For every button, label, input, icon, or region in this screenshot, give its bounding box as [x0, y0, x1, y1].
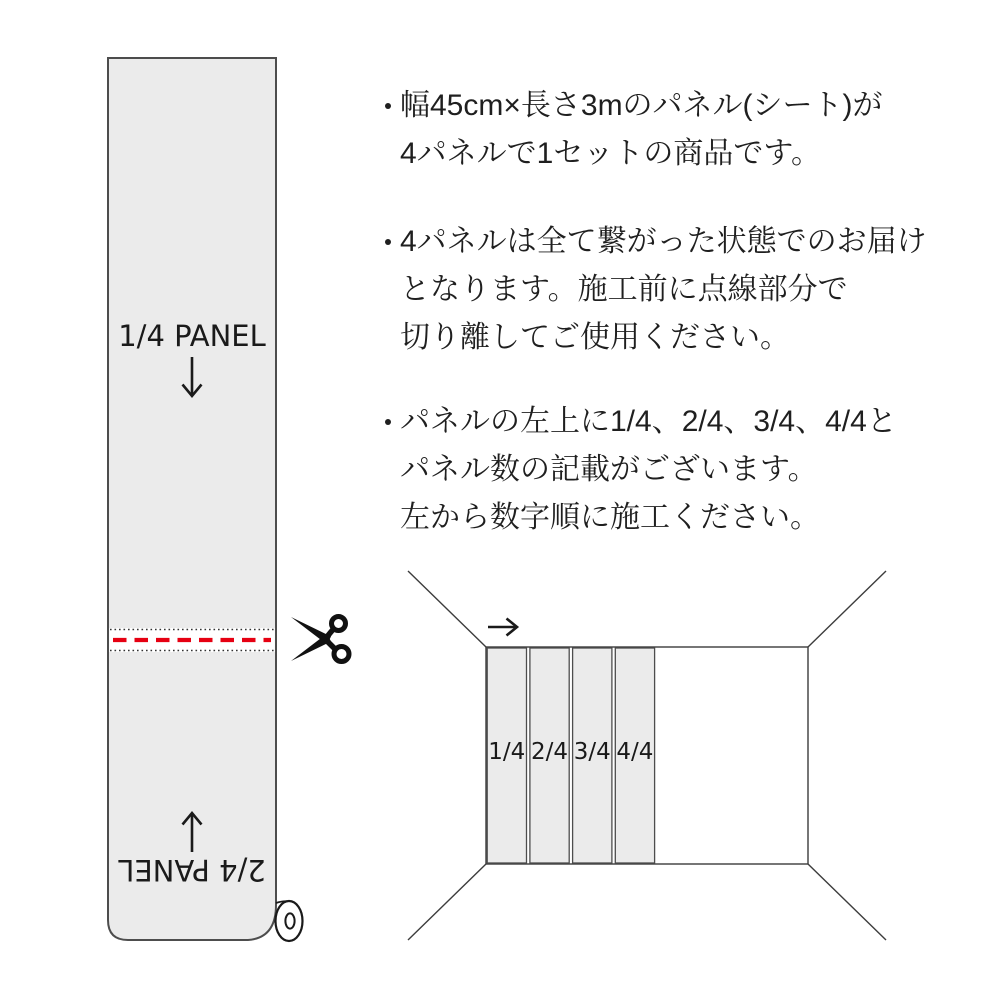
instruction-bullet-2 — [383, 218, 995, 362]
bullet-line: パネル数の記載がございます。 — [400, 453, 818, 486]
panel-sheet-figure — [108, 58, 349, 941]
bullet-dot-icon — [385, 103, 391, 109]
top-panel-label: 1/4 PANEL — [118, 319, 266, 353]
room-diagram — [408, 571, 886, 940]
instruction-text-block — [383, 82, 995, 542]
instruction-bullet-3 — [383, 398, 995, 542]
bullet-line: となります。施工前に点線部分で — [400, 273, 848, 306]
bullet-line: パネルの左上に1/4、2/4、3/4、4/4と — [400, 405, 897, 438]
bullet-dot-icon — [385, 239, 391, 245]
bullet-line: 切り離してご使用ください。 — [400, 321, 790, 354]
roll-end-icon — [276, 901, 303, 941]
scissors-icon — [291, 617, 349, 662]
wall-panel-label-3: 3/4 — [573, 739, 611, 765]
bullet-line: 幅45cm×長さ3mのパネル(シート)が — [400, 89, 883, 122]
bullet-line: 左から数字順に施工ください。 — [400, 501, 820, 534]
bullet-line: 4パネルで1セットの商品です。 — [400, 137, 821, 170]
right-arrow-icon — [488, 619, 517, 636]
wall-panel-label-2: 2/4 — [530, 739, 569, 765]
bullet-line: 4パネルは全て繋がった状態でのお届け — [400, 225, 927, 258]
bottom-panel-label: 2/4 PANEL — [118, 853, 266, 887]
panel-sheet — [108, 58, 276, 940]
bullet-dot-icon — [385, 419, 391, 425]
wall-panel-label-4: 4/4 — [616, 739, 654, 765]
instruction-bullet-1 — [383, 82, 995, 178]
wall-panel-label-1: 1/4 — [488, 739, 526, 765]
